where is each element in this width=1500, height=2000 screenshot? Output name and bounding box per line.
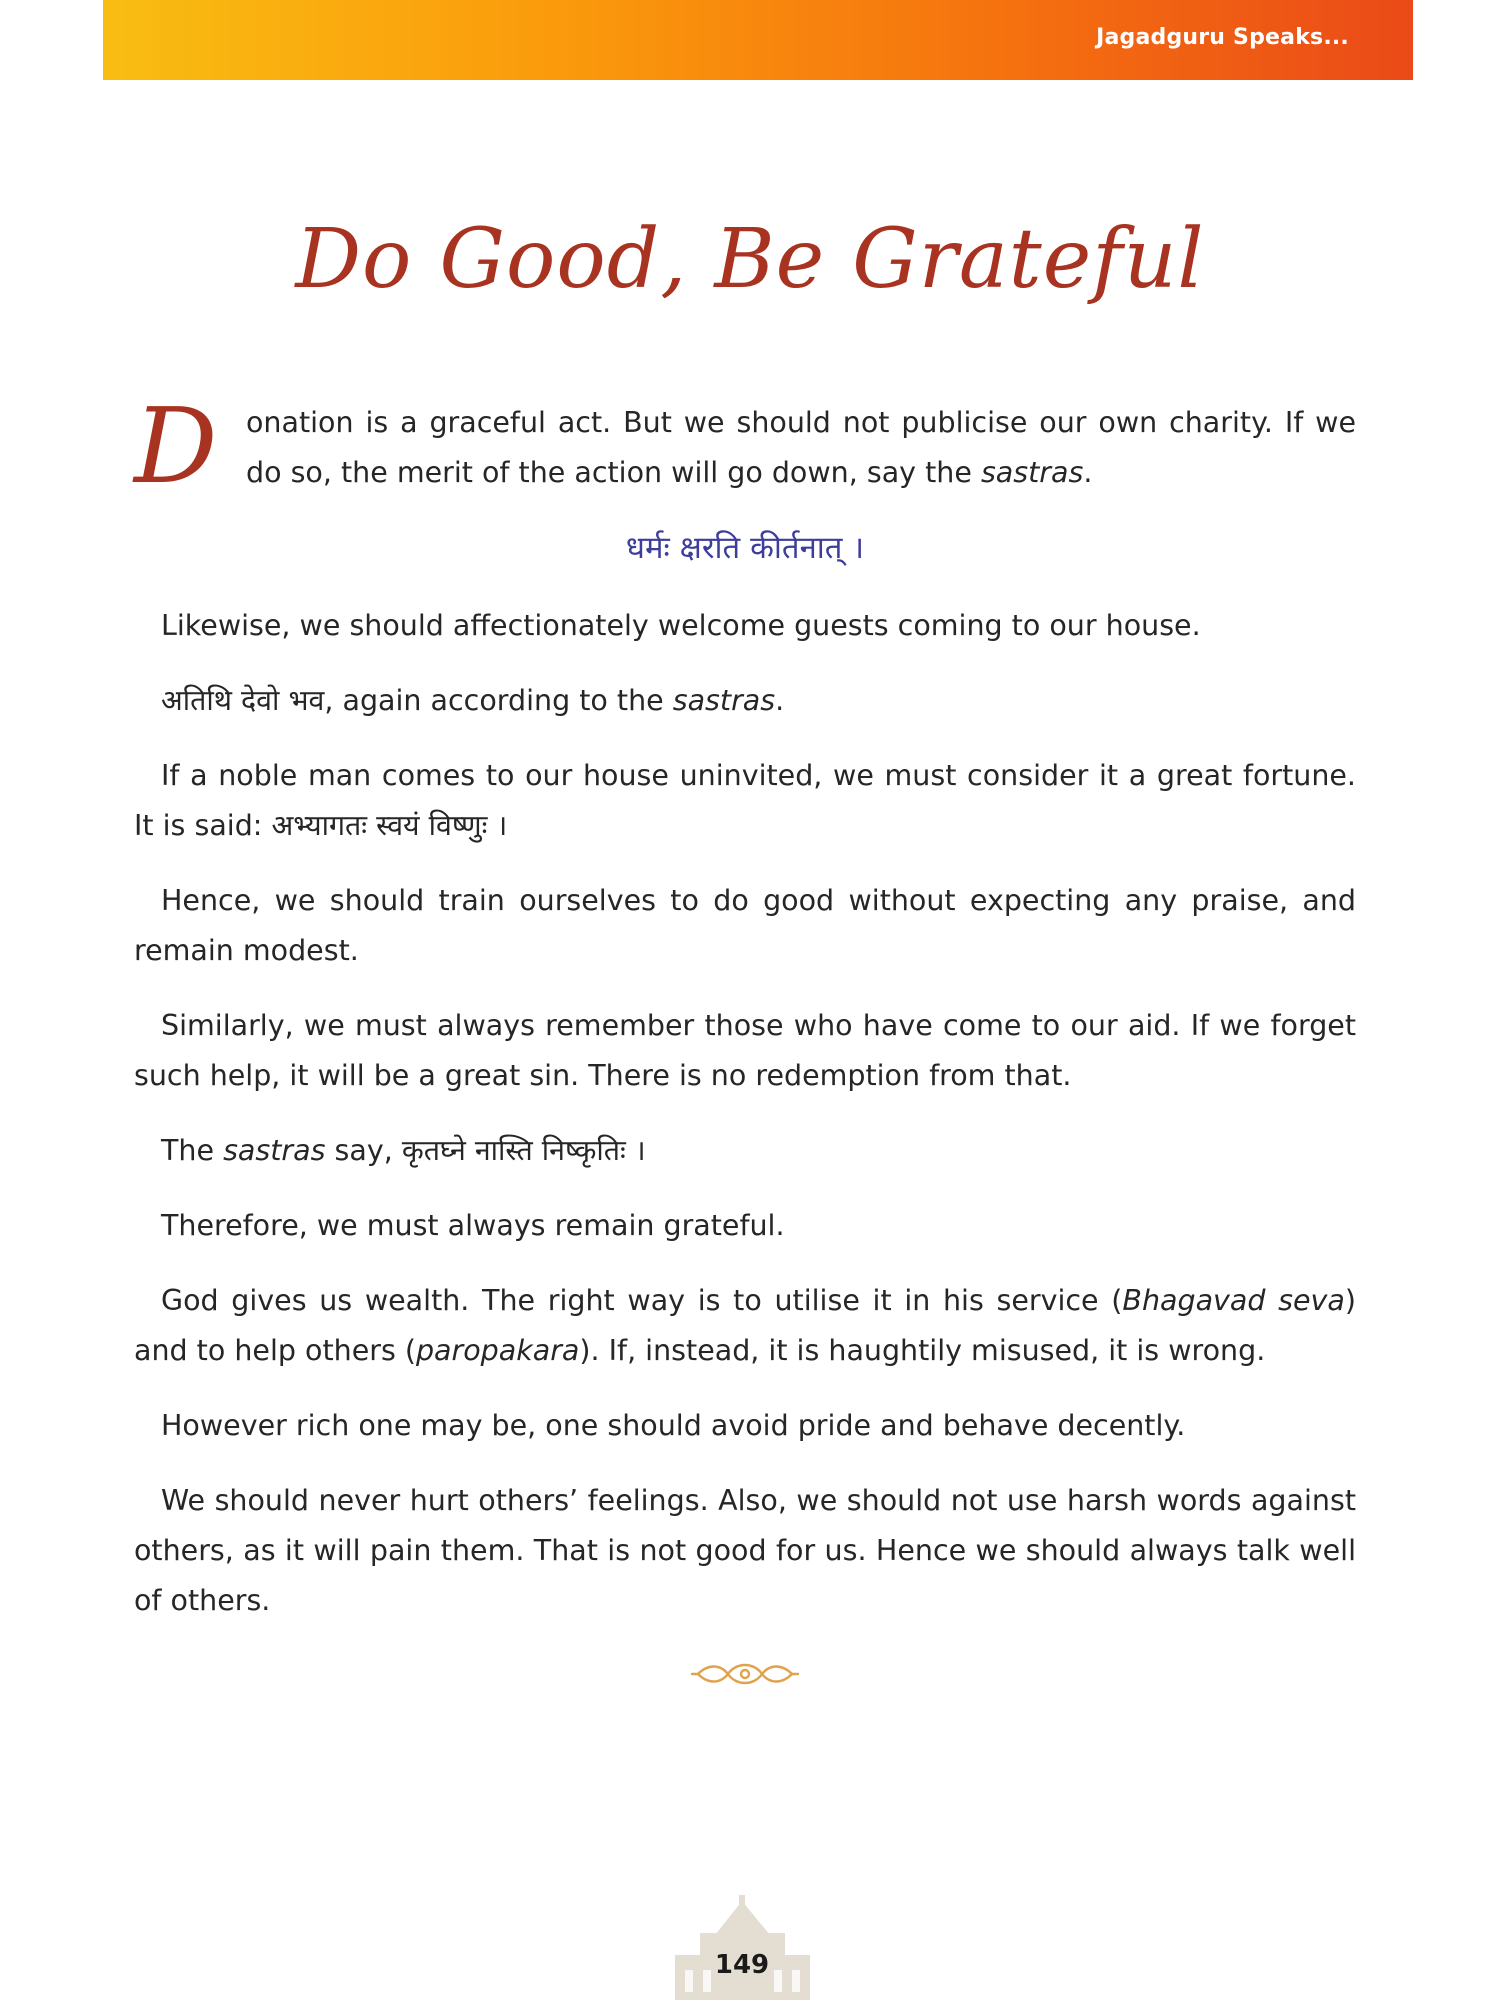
paragraph-god: God gives us wealth. The right way is to utilise it in his service (Bhagavad seva) and to help others (paropakara). If, instead, it is haughtily misused, it is wrong. (134, 1284, 1356, 1367)
flourish-ornament-icon (690, 1656, 800, 1692)
sanskrit-phrase: अतिथि देवो भव (161, 684, 325, 717)
drop-cap: D (134, 385, 218, 507)
paragraph-noble: If a noble man comes to our house uninvited, we must consider it a great fortune. It is said: अभ्यागतः स्वयं विष्णुः । (134, 759, 1356, 842)
header-bar (103, 0, 1413, 80)
paragraph-hence: Hence, we should train ourselves to do good without expecting any praise, and remain modest. (134, 884, 1356, 967)
page-title: Do Good, Be Grateful (295, 212, 1205, 307)
sanskrit-phrase: अभ्यागतः स्वयं विष्णुः । (271, 809, 508, 842)
page-number: 149 (714, 1950, 770, 1980)
sanskrit-quote: धर्मः क्षरति कीर्तनात् । (625, 530, 865, 566)
intro-paragraph: D onation is a graceful act. But we should not publicise our own charity. If we do so, the merit of the action will go down, say the sastras. (134, 385, 1356, 507)
sanskrit-phrase: कृतघ्ने नास्ति निष्कृतिः । (401, 1134, 646, 1167)
paragraph-therefore: Therefore, we must always remain grateful. (161, 1209, 785, 1242)
paragraph-atithi: अतिथि देवो भव, again according to the sastras. (161, 684, 785, 717)
paragraph-however: However rich one may be, one should avoid pride and behave decently. (161, 1409, 1186, 1442)
paragraph-likewise: Likewise, we should affectionately welcome guests coming to our house. (161, 609, 1201, 642)
article-body (134, 385, 1356, 1651)
paragraph-similarly: Similarly, we must always remember those who have come to our aid. If we forget such help, it will be a great sin. There is no redemption from that. (134, 1009, 1356, 1092)
paragraph-never: We should never hurt others’ feelings. Also, we should not use harsh words against others, as it will pain them. That is not good for us. Hence we should always talk well of others. (134, 1484, 1356, 1617)
paragraph-sastras-say: The sastras say, कृतघ्ने नास्ति निष्कृतिः । (161, 1134, 646, 1167)
temple-watermark-icon (655, 1895, 830, 2000)
running-header: Jagadguru Speaks... (1096, 25, 1349, 50)
